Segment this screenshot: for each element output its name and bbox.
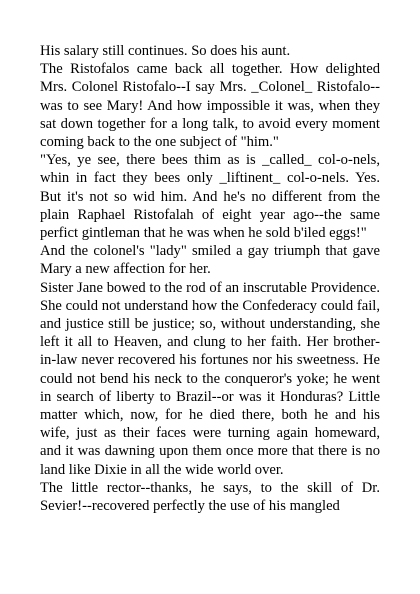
paragraph-3: "Yes, ye see, there bees thim as is _called_ col-o-nels, whin in fact they bees only _liftinent_ col-o-nels. Yes. But it's not so wid him. And he's no different from the plain Raphael Ristofalah of eight year ago--the same perfict gintleman that he was when he sold b'iled eggs!" xyxy=(40,152,380,242)
paragraph-2: The Ristofalos came back all together. How delighted Mrs. Colonel Ristofalo--I say Mrs. _Colonel_ Ristofalo--was to see Mary! And how impossible it was, when they sat down together for a long talk, to avoid every moment coming back to the one subject of "him." xyxy=(40,61,380,151)
paragraph-4: And the colonel's "lady" smiled a gay triumph that gave Mary a new affection for her. xyxy=(40,243,380,278)
paragraph-6: The little rector--thanks, he says, to the skill of Dr. Sevier!--recovered perfectly the use of his mangled xyxy=(40,479,380,515)
paragraph-5: Sister Jane bowed to the rod of an inscrutable Providence. She could not understand how the Confederacy could fail, and justice still be justice; so, without understanding, she left it all to Heaven, and clung to her faith. Her brother-in-law never recovered his fortunes nor his sweetness. He could not bend his neck to the conqueror's yoke; he went in search of liberty to Brazil--or was it Honduras? Little matter which, now, for he died there, both he and his wife, just as their faces were turning again homeward, and it was dawning upon them once more that there is no land like Dixie in all the wide world over. xyxy=(40,279,380,478)
paragraph-1: His salary still continues. So does his aunt. xyxy=(40,43,291,59)
document-page xyxy=(40,42,380,515)
